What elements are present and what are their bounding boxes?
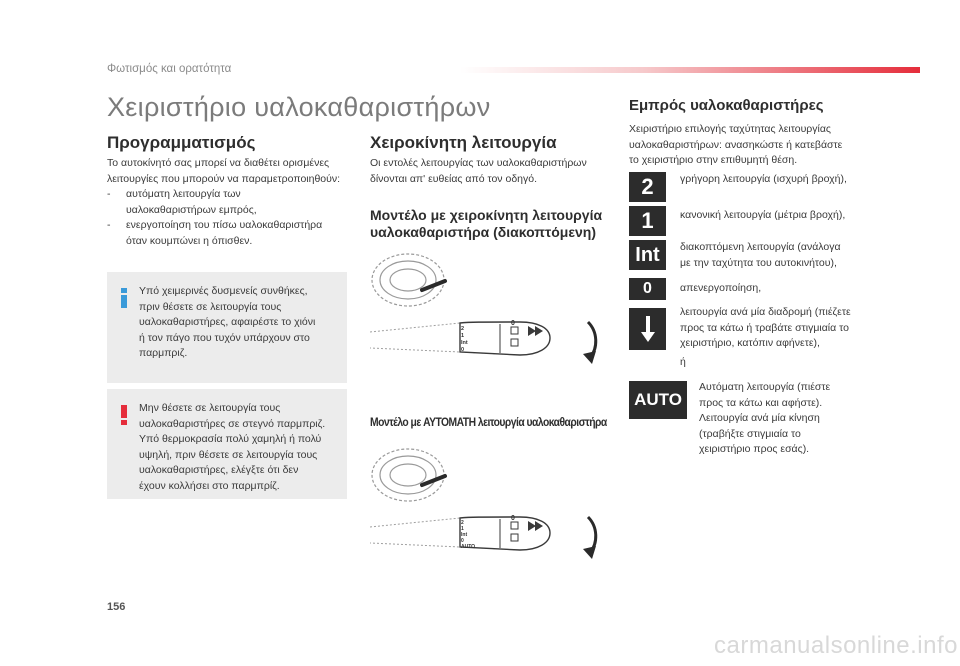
mode-label-line: λειτουργία ανά μία διαδρομή (πιέζετε (680, 306, 851, 318)
front-text-line: Χειριστήριο επιλογής ταχύτητας λειτουργίας (629, 123, 831, 135)
wiper-stalk-illustration-auto (370, 445, 605, 570)
stalk-label-1: 1 (461, 333, 465, 339)
manual-text-line: Οι εντολές λειτουργίας των υαλοκαθαριστήρων (370, 157, 587, 169)
stalk-label-int: Int (461, 340, 468, 346)
programming-bullet (107, 218, 357, 250)
stalk-label-2: 2 (461, 326, 465, 332)
manual-heading: Χειροκίνητη λειτουργία (370, 133, 557, 152)
mode-label-single-wipe (680, 305, 920, 352)
mode-label-line: χειριστήριο, κατόπιν αφήνετε), (680, 337, 820, 349)
bullet-line: ενεργοποίηση του πίσω υαλοκαθαριστήρα (126, 219, 323, 231)
info-note-line: ή τον πάγο που τυχόν υπάρχουν στο (139, 331, 310, 344)
info-note-line: πριν θέσετε σε λειτουργία τους (139, 300, 282, 313)
bullet-line: αυτόματη λειτουργία των (126, 188, 241, 200)
manual-text (370, 156, 620, 187)
mode-label-off: απενεργοποίηση, (680, 282, 762, 294)
front-text-line: υαλοκαθαριστήρων: ανασηκώστε ή κατεβάστε (629, 138, 843, 151)
manual-text-line: δίνονται απ' ευθείας από τον οδηγό. (370, 172, 538, 185)
warning-note-line: υψηλή, πριν θέσετε σε λειτουργία τους (139, 448, 318, 461)
warning-note-line: Υπό θερμοκρασία πολύ χαμηλή ή πολύ (139, 433, 322, 445)
front-text-line: το χειριστήριο στην επιθυμητή θέση. (629, 154, 798, 166)
mode-label-intermittent (680, 240, 920, 271)
svg-text:0: 0 (511, 320, 515, 327)
mode-badge-single-wipe (629, 308, 666, 350)
info-note-line: Υπό χειμερινές δυσμενείς συνθήκες, (139, 285, 308, 297)
stalk-label-1: 1 (461, 526, 464, 532)
info-note-line: παρμπριζ. (139, 347, 188, 359)
programming-bullet (107, 187, 357, 219)
mode-badge-auto: AUTO (629, 381, 687, 419)
page-title: Χειριστήριο υαλοκαθαριστήρων (107, 92, 491, 122)
front-wipers-heading: Εμπρός υαλοκαθαριστήρες (629, 97, 824, 114)
stalk-label-int: Int (461, 532, 468, 538)
mode-label-line: Λειτουργία ανά μία κίνηση (699, 412, 820, 424)
warning-note-line: έχουν κολλήσει στο παρμπρίζ. (139, 479, 280, 492)
warning-note-line: Μην θέσετε σε λειτουργία τους (139, 402, 281, 414)
or-text: ή (680, 356, 686, 368)
mode-label-line: χειριστήριο προς εσάς). (699, 443, 810, 455)
page-number: 156 (107, 601, 126, 613)
arrow-down-icon (640, 314, 656, 344)
warning-note-line: υαλοκαθαριστήρες, ελέγξτε ότι δεν (139, 464, 299, 476)
stalk-label-2: 2 (461, 520, 464, 526)
bullet-line: υαλοκαθαριστήρων εμπρός, (126, 203, 257, 216)
model-manual-heading (370, 207, 602, 241)
programming-intro-line: Το αυτοκίνητό σας μπορεί να διαθέτει ορισμένες (107, 157, 330, 169)
front-wipers-text (629, 122, 889, 169)
stalk-label-0: 0 (461, 538, 464, 544)
stalk-label-0: 0 (461, 347, 465, 353)
model-manual-heading-line: Μοντέλο με χειροκίνητη λειτουργία (370, 207, 603, 223)
model-manual-heading-line: υαλοκαθαριστήρα (διακοπτόμενη) (370, 224, 597, 240)
info-note (107, 272, 347, 383)
programming-heading: Προγραμματισμός (107, 133, 256, 152)
mode-label-fast: γρήγορη λειτουργία (ισχυρή βροχή), (680, 173, 847, 185)
mode-badge-int: Int (629, 240, 666, 270)
bullet-dash: - (107, 188, 111, 200)
info-note-line: υαλοκαθαριστήρες, αφαιρέστε το χιόνι (139, 316, 316, 328)
svg-text:0: 0 (511, 515, 515, 522)
mode-label-line: διακοπτόμενη λειτουργία (ανάλογα (680, 241, 841, 253)
mode-badge-2: 2 (629, 172, 666, 202)
mode-label-line: Αυτόματη λειτουργία (πιέστε (699, 381, 831, 393)
model-auto-heading: Μοντέλο με AYTOMATH λειτουργία υαλοκαθαριστήρα (370, 415, 607, 429)
info-icon (116, 286, 132, 310)
mode-label-line: με την ταχύτητα του αυτοκινήτου), (680, 256, 837, 269)
mode-label-line: (τραβήξτε στιγμιαία το (699, 427, 801, 440)
warning-note-line: υαλοκαθαριστήρες σε στεγνό παρμπριζ. (139, 417, 326, 430)
section-title: Φωτισμός και ορατότητα (107, 63, 232, 75)
mode-badge-0: 0 (629, 278, 666, 300)
bullet-line: όταν κουμπώνει η όπισθεν. (126, 234, 253, 247)
bullet-dash: - (107, 219, 111, 231)
mode-label-auto (699, 380, 919, 458)
mode-label-line: προς τα κάτω ή τραβάτε στιγμιαία το (680, 321, 849, 334)
warning-icon (116, 403, 132, 427)
mode-label-normal: κανονική λειτουργία (μέτρια βροχή), (680, 209, 846, 221)
programming-intro-line: λειτουργίες που μπορούν να παραμετροποιηθούν: (107, 172, 341, 185)
watermark: carmanualsonline.info (714, 632, 958, 659)
warning-note (107, 389, 347, 499)
header-accent-bar (460, 67, 920, 73)
mode-label-line: προς τα κάτω και αφήστε). (699, 396, 823, 409)
wiper-stalk-illustration-manual (370, 250, 605, 375)
programming-intro (107, 156, 357, 187)
mode-badge-1: 1 (629, 206, 666, 236)
stalk-label-auto: AUTO (461, 544, 476, 550)
